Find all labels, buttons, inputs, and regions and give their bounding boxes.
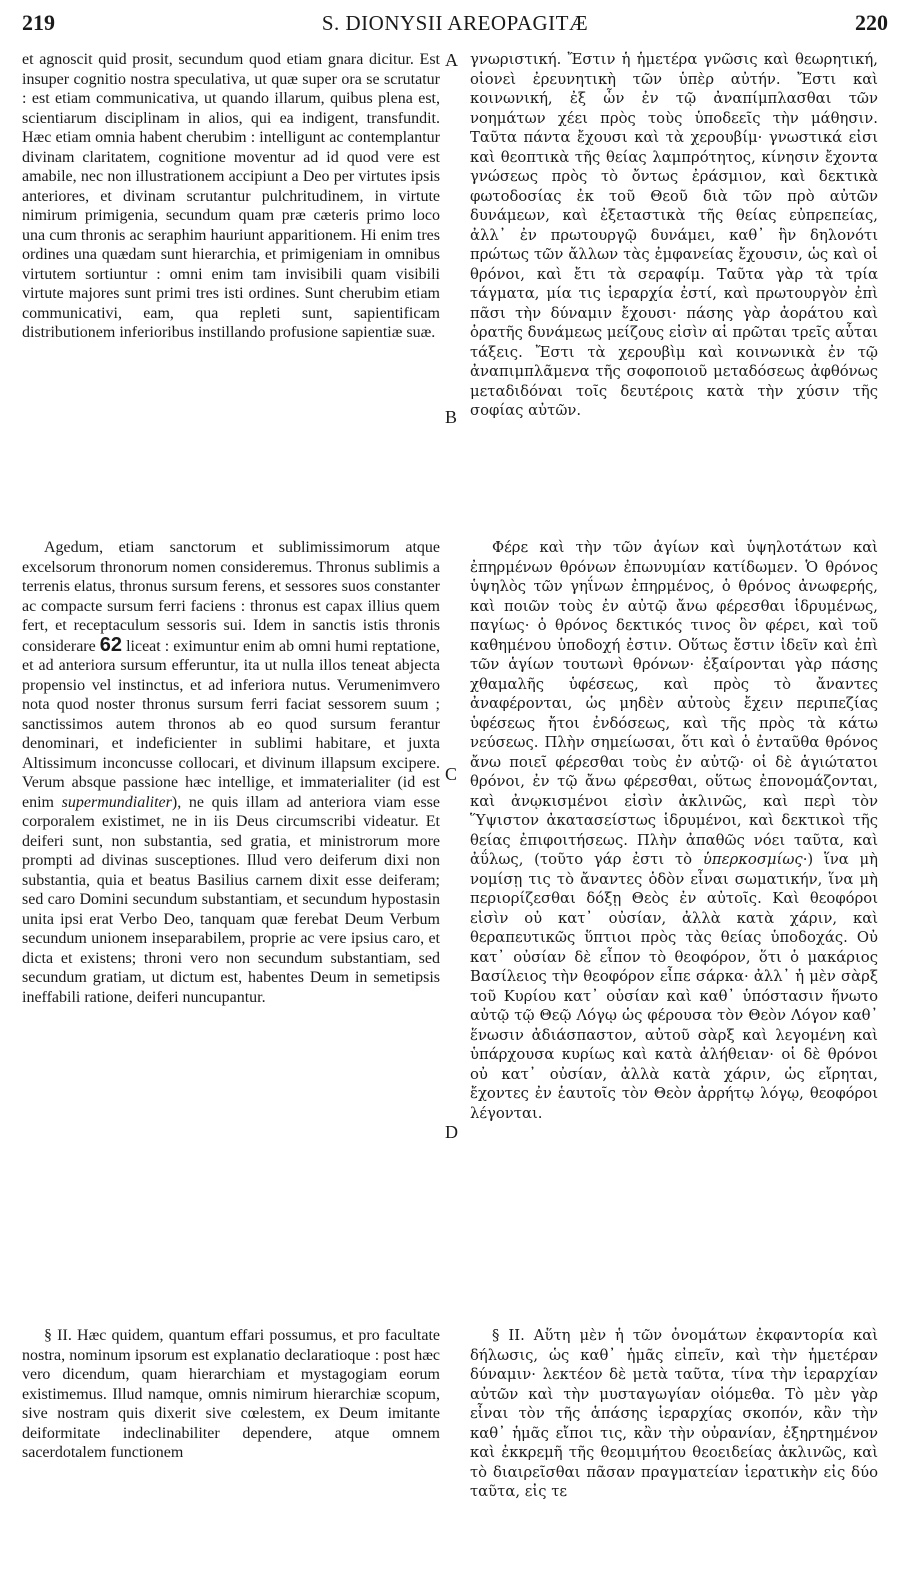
greek-paragraph-2: [470, 538, 878, 1123]
greek-paragraph-1: γνωριστική. Ἔστιν ἡ ἡμετέρα γνῶσις καὶ θεωρητική, οἱονεὶ ἐρευνητικὴ τῶν ὑπὲρ αὐτήν. Ἔστι καὶ κοινωνική, ἐξ ὧν ἐν τῷ ἀναπίμπλασθαι τῶν νοημάτων χέει πρὸς τοὺς ὑποδεεῖς τὴν μάθησιν. Ταῦτα πάντα ἔχουσι καὶ τὰ χερουβίμ· γνωστικά εἰσι καὶ θεοπτικὰ τῆς θείας λαμπρότητος, κίνησιν ἔχοντα γνώσεως πρὸς τὸ ὄντως ἐράσμιον, καὶ δεκτικὰ φωτοδοσίας ἐκ τοῦ Θεοῦ διὰ τῶν πρὸ αὐτῶν δυνάμεων, καὶ ἐξεταστικὰ τῆς θείας εὐπρεπείας, ἀλλ᾽ ἐν πρωτουργῷ δυνάμει, καθ᾽ ἣν δηλονότι πρώτως τῶν ἄλλων τὰς ἐμφανείας ἔχουσιν, ὡς καὶ οἱ θρόνοι, καὶ ἔτι τὰ σεραφίμ. Ταῦτα γὰρ τὰ τρία τάγματα, μία τις ἱεραρχία ἐστί, καὶ πρωτουργὸν ἐπὶ πᾶσι τὴν δύναμιν ἔχουσι· πάσης γὰρ ἀοράτου καὶ ὁρατῆς δυνάμεως μείζους εἰσὶν αἱ πρῶται τρεῖς αὗται τάξεις. Ἔστι τὰ χερουβὶμ καὶ κοινωνικὰ ἐν τῷ ἀναπιμπλᾶμενα τῆς σοφοποιοῦ μεταδόσεως ἀφθόνως μεταδιδόναι τοῖς δευτέροις κατὰ τὴν χύσιν τῆς σοφίας αὐτῶν.: [470, 51, 878, 419]
latin-paragraph-2: [22, 538, 440, 1007]
column-number-marker: 62: [99, 633, 123, 656]
section-marker-b: B: [445, 407, 458, 427]
running-title: S. DIONYSII AREOPAGITÆ: [321, 11, 589, 35]
latin-paragraph-2-part-c: ), ne quis illam ad anteriora viam esse corporalem existimet, ne in iis Deus circumscribi videatur. Et deiferi sunt, non substantia, sed gratia, et ministrorum more prompti ad divinas susceptiones. Illud vero deiferum dixi non substantia, quia et beatus Basilius carnem dixit esse deiferam; sed caro Domini secundum substantiam, et secundum hypostasin unita ipsi erat Verbo Deo, tanquam quæ ferebat Deum Verbum secundum unionem inseparabilem, proprie ac vere ipsius caro, et dicta et existens; throni vero non secundum substantiam, sed secundum gratiam, ut dictum est, habentes Deum in semetipsis ineffabili ratione, deiferi nuncupantur.: [22, 793, 440, 1006]
latin-paragraph-1: et agnoscit quid prosit, secundum quod etiam gnara dicitur. Est insuper cognitio nostra speculativa, ut quæ super ora se scrutatur : est etiam communicativa, ut quando illarum, quibus plena est, scientiarum disciplinam in alios, qui ea indigent, transfundit. Hæc etiam omnia habent cherubim : intelligunt ac contemplantur divinam claritatem, cognitione moventur ad id quod vere est amabile, nec non illustrationem accipiunt a Deo per virtutes ipsis anteriores, et divinam scrutantur pulchritudinem, in virtute nimirum primigenia, secundum quam præ cæteris primo loco una cum thronis ac seraphim hauriunt apparitionem. Hi enim tres ordines una quædam sunt hierarchia, et primigeniam in omnibus virtutem sortiuntur : omni enim tam invisibili quam visibili virtute majores sunt primi tres isti ordines. Sunt cherubim etiam communicativi, eam, qua repleti sunt, sapientificam distributionem inferioribus instillando profusione sapientiæ suæ.: [22, 51, 440, 341]
greek-paragraph-2-part-a: Φέρε καὶ τὴν τῶν ἁγίων καὶ ὑψηλοτάτων καὶ ἐπηρμένων θρόνων ἐπωνυμίαν κατίδωμεν. Ὁ θρόνος ὑψηλὸς τῶν γηΐνων ἐπηρμένος, ὁ θρόνος ἀνωφερής, καὶ ποιῶν τοὺς ἐν αὐτῷ ἄνω φέρεσθαι ἱδρυμένως, παγίως· ὁ θρόνος δεκτικός τινος ὃν φέρει, καὶ τοῦ καθημένου ὑποδοχή ἐστιν. Οὕτως ἔστιν ἰδεῖν καὶ ἐπὶ τῶν ἁγίων τουτωνὶ θρόνων· ἐξαίρονται γὰρ πάσης χθαμαλῆς ὑφέσεως, καὶ πρὸς τὸ ἄναντες ἀναφέρονται, ὡς μηδὲν αὐτοὺς ἔχειν περιπεζίας ὑφέσεως ἤτοι ἐνδόσεως, καὶ τῆς πρὸς τὰ κάτω νεύσεως. Πλὴν σημείωσαι, ὅτι καὶ ὁ ἐνταῦθα θρόνος ἄνω ποιεῖ φέρεσθαι τοὺς ἐν αὐτῷ· οἱ δὲ ἁγιώτατοι θρόνοι, ἐν τῷ ἄνω φέρεσθαι, οὕτως ἐπονομάζονται, καὶ ἀνῳκισμένοι εἰσὶν ἀκλινῶς, καὶ περὶ τὸν Ὕψιστον ἀκατασείστως ἱδρυμένοι, καὶ δεκτικοὶ τῆς θείας ἐπιφοιτήσεως. Πλὴν ἀπαθῶς νόει ταῦτα, καὶ ἀΰλως, (τοῦτο γάρ ἐστι τὸ: [470, 539, 878, 868]
latin-paragraph-2-part-a: Agedum, etiam sanctorum et sublimissimorum atque excelsorum thronorum nomen consideremus. Thronus sublimis a terrenis elatus, thronus sursum ferens, et sessores suos constanter ac compacte sursum ferri faciens : thronus est capax illius quem fert, et receptaculum sessoris sui. Idem in sanctis istis thronis considerare: [22, 539, 440, 655]
section-marker-a: A: [445, 50, 458, 70]
greek-paragraph-2-part-b: ·) ἵνα μὴ νομίσῃ τις τὸ ἄναντες ὁδὸν εἶναι σωματικήν, ἵνα μὴ περιορίζεσθαι δόξῃ Θεὸς ἐν αὐτοῖς. Καὶ θεοφόροι εἰσὶν οὐ κατ᾽ οὐσίαν, ἀλλὰ κατὰ χάριν, καὶ θεραπευτικῶς ὕπτιοι πρὸς τὰς θείας ὑποδοχάς. Οὐ κατ᾽ οὐσίαν δὲ εἶπον τὸ θεοφόρον, ὅτι ὁ μακάριος Βασίλειος τὴν θεοφόρον εἶπε σάρκα· ἀλλ᾽ ἡ μὲν σὰρξ τοῦ Κυρίου κατ᾽ οὐσίαν καὶ καθ᾽ ὑπόστασιν ἥνωτο αὐτῷ τῷ Θεῷ Λόγῳ ὡς φέρουσα τὸν Θεὸν Λόγον καθ᾽ ἕνωσιν ἀδιάσπαστον, αὐτοῦ σὰρξ καὶ λεγομένη καὶ ὑπάρχουσα κυρίως καὶ κατὰ ἀλήθειαν· οἱ δὲ θρόνοι οὐ κατ᾽ οὐσίαν, ἀλλὰ κατὰ χάριν, ὡς εἴρηται, ἔχοντες ἐν ἑαυτοῖς τὸν Θεὸν ἀρρήτῳ λόγῳ, θεοφόροι λέγονται.: [470, 851, 878, 1122]
running-header: [20, 10, 890, 38]
section-marker-c: C: [445, 764, 458, 784]
section-marker-d: D: [445, 1122, 458, 1142]
right-page-number: 220: [855, 10, 888, 35]
greek-italic-term: ὑπερκοσμίως: [702, 851, 803, 868]
latin-italic-term: supermundialiter: [61, 793, 172, 811]
greek-paragraph-3: § II. Αὕτη μὲν ἡ τῶν ὀνομάτων ἐκφαντορία καὶ δήλωσις, ὡς καθ᾽ ἡμᾶς εἰπεῖν, καὶ τὴν ἡμετέραν δύναμιν· λεκτέον δὲ μετὰ ταῦτα, τίνα τὴν ἱεραρχίαν αὐτῶν καὶ τὴν μυσταγωγίαν οἰόμεθα. Τὸ μὲν γὰρ εἶναι τὸν τῆς ἁπάσης ἱεραρχίας σκοπόν, κἂν τὴν καθ᾽ ἡμᾶς εἴποι τις, κἂν τὴν οὐρανίαν, ἐξηρτημένον καὶ ἐκκρεμῆ τῆς θεομιμήτου θεοειδείας ἀκλινῶς, καὶ τὸ διαιρεῖσθαι πᾶσαν πραγματείαν ἱερατικὴν εἰς δύο ταῦτα, εἰς τε: [470, 1327, 878, 1500]
latin-paragraph-2-part-b: liceat : eximuntur enim ab omni humi reptatione, et ad anteriora sursum efferuntur, ita ut nulla illos teneat abjecta propensio vel instinctus, et ad inferiora nutus. Verumenimvero nota quod noster thronus sursum ferri faciat sessorem suum ; sanctissimos autem thronos ab eo quod sursum ferantur denominari, et indeficienter in sublimi habitare, et juxta Altissimum inconcusse collocari, et divinum illapsum excipere. Verum absque passione hæc intellige, et immaterialiter (id est enim: [22, 637, 441, 811]
latin-paragraph-3: § II. Hæc quidem, quantum effari possumus, et pro facultate nostra, nominum ipsorum est explanatio declaratioque : post hæc vero dicendum, quam hierarchiam et mystagogiam eorum existimemus. Illud namque, omnis nimirum hierarchiæ scopum, sive nostram quis dixerit sive cœlestem, ex Deum imitante deiformitate indeclinabiliter dependere, atque omnem sacerdotalem functionem: [22, 1327, 440, 1461]
left-page-number: 219: [22, 10, 55, 35]
